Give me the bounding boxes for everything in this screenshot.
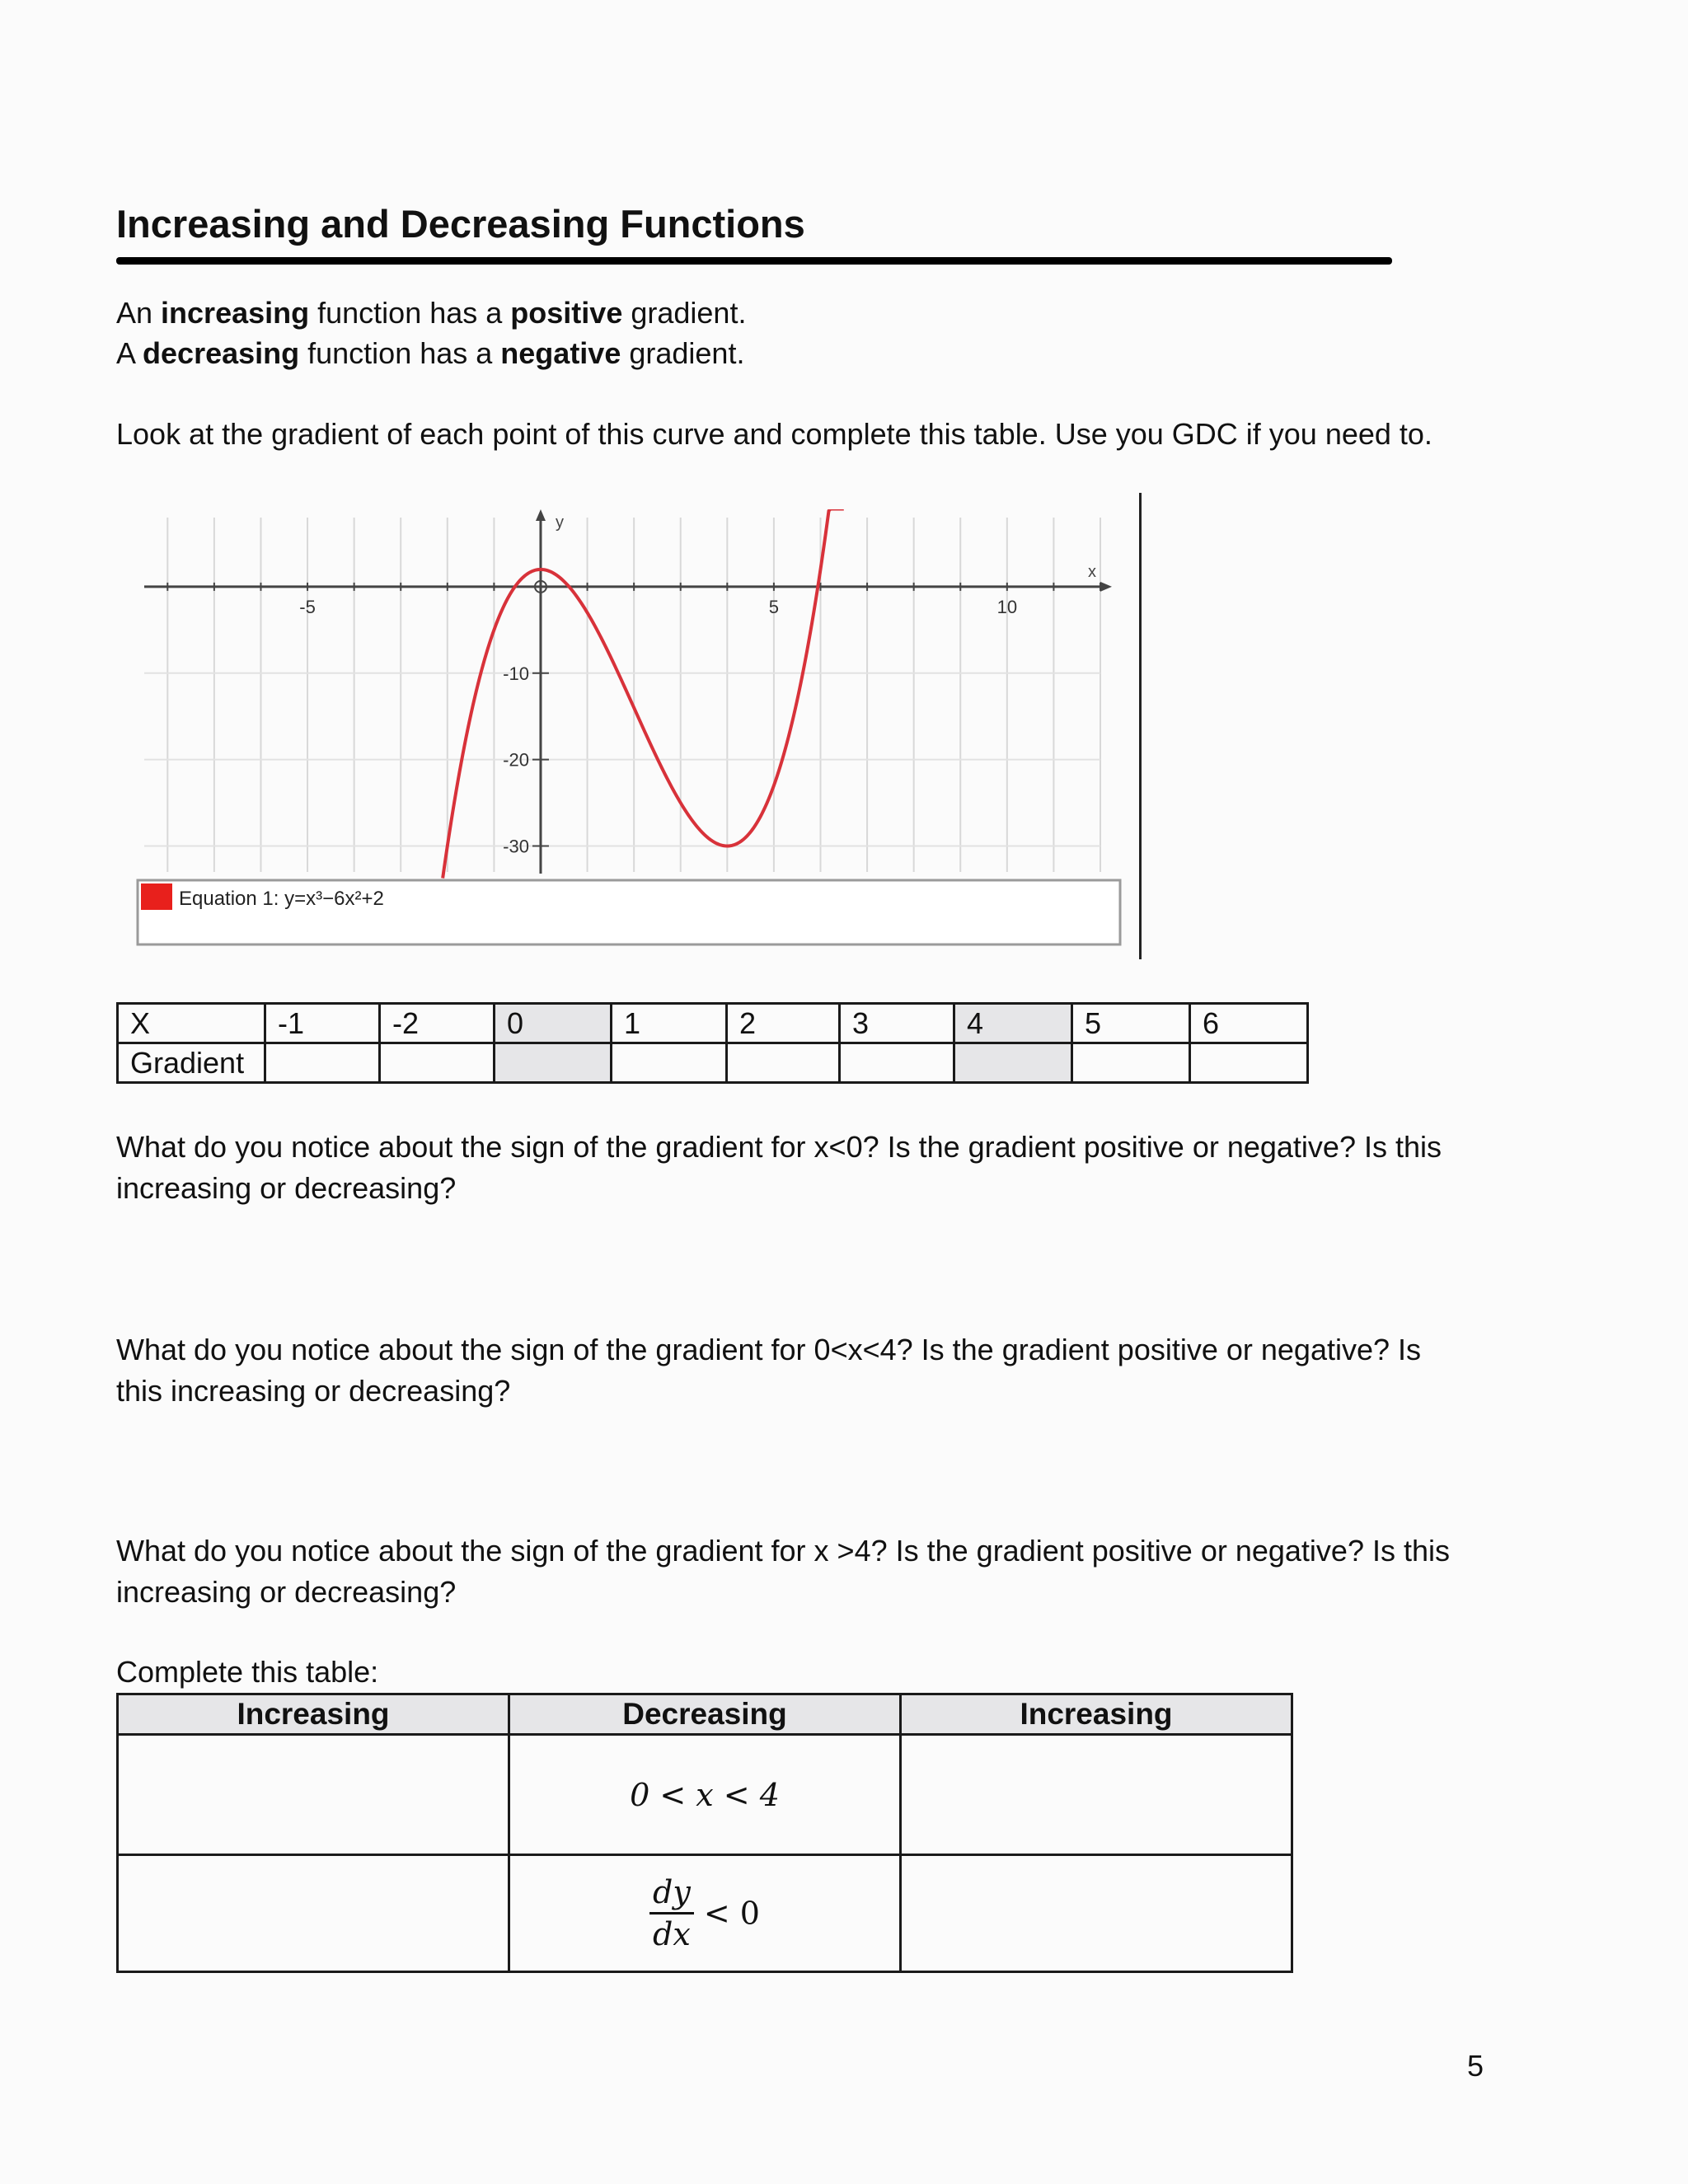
gradient-table xyxy=(116,1002,1309,1084)
title-underline xyxy=(116,257,1392,265)
intro-text: A xyxy=(116,336,143,370)
x-value-cell: 1 xyxy=(612,1004,727,1043)
question-x-greater: What do you notice about the sign of the gradient for x >4? Is the gradient positive or negative? Is this increasing or decreasing? xyxy=(116,1534,1450,1609)
gradient-answer-cell[interactable] xyxy=(612,1043,727,1083)
intro-term: increasing xyxy=(161,296,310,330)
legend xyxy=(138,880,1120,944)
legend-label: Equation 1: y=x³−6x²+2 xyxy=(179,888,384,910)
derivative-fraction xyxy=(649,1874,694,1952)
intro-text: gradient. xyxy=(622,296,747,330)
y-tick-label: -20 xyxy=(503,749,529,771)
page-number: 5 xyxy=(1467,2049,1484,2083)
intro-term: decreasing xyxy=(143,336,300,370)
interval-text: 0 < x < 4 xyxy=(630,1776,780,1813)
derivative-cell xyxy=(509,1855,901,1972)
header-increasing-left: Increasing xyxy=(118,1694,509,1735)
intro-text: gradient. xyxy=(621,336,745,370)
x-value-cell: 3 xyxy=(840,1004,954,1043)
header-decreasing: Decreasing xyxy=(509,1694,901,1735)
gradient-answer-cell[interactable] xyxy=(1072,1043,1190,1083)
question-x-between: What do you notice about the sign of the gradient for 0<x<4? Is the gradient positive or negative? Is this increasing or decreasing? xyxy=(116,1333,1422,1408)
question-x-negative: What do you notice about the sign of the gradient for x<0? Is the gradient positive or negative? Is this increasing or decreasing? xyxy=(116,1130,1442,1205)
x-value-cell: 4 xyxy=(954,1004,1072,1043)
y-axis-label: y xyxy=(555,513,564,532)
x-value-cell: -2 xyxy=(380,1004,495,1043)
fraction-numerator: dy xyxy=(649,1874,694,1915)
answer-cell[interactable] xyxy=(901,1855,1292,1972)
x-tick-label: -5 xyxy=(299,596,316,617)
gradient-answer-cell[interactable] xyxy=(840,1043,954,1083)
function-graph xyxy=(136,509,1125,946)
table-row xyxy=(118,1855,1292,1972)
y-axis-arrow xyxy=(536,509,546,521)
grid xyxy=(144,518,1100,872)
x-tick-label: 5 xyxy=(768,596,780,617)
gradient-answer-cell[interactable] xyxy=(495,1043,612,1083)
curve xyxy=(443,509,844,879)
x-value-cell: 6 xyxy=(1190,1004,1308,1043)
gradient-answer-cell[interactable] xyxy=(954,1043,1072,1083)
table-row xyxy=(118,1004,1308,1043)
derivative-relation: < 0 xyxy=(693,1895,760,1932)
x-value-cell: 2 xyxy=(727,1004,840,1043)
answer-cell[interactable] xyxy=(118,1855,509,1972)
instruction-text: Look at the gradient of each point of this curve and complete this table. Use you GDC if you need to. xyxy=(116,417,1432,451)
gradient-answer-cell[interactable] xyxy=(1190,1043,1308,1083)
x-axis-label: x xyxy=(1088,562,1096,581)
complete-table-label: Complete this table: xyxy=(116,1655,379,1689)
x-header-cell: X xyxy=(118,1004,265,1043)
interval-cell xyxy=(509,1735,901,1855)
x-tick-label: 10 xyxy=(996,596,1018,617)
x-axis-arrow xyxy=(1100,582,1112,592)
intro-line-decreasing xyxy=(116,333,744,374)
intro-text: function has a xyxy=(299,336,501,370)
page-title: Increasing and Decreasing Functions xyxy=(116,202,805,246)
table-row xyxy=(118,1735,1292,1855)
x-value-cell: 0 xyxy=(495,1004,612,1043)
intro-text: An xyxy=(116,296,162,330)
summary-table xyxy=(116,1693,1293,1973)
gradient-answer-cell[interactable] xyxy=(265,1043,380,1083)
gradient-answer-cell[interactable] xyxy=(727,1043,840,1083)
header-increasing-right: Increasing xyxy=(901,1694,1292,1735)
answer-cell[interactable] xyxy=(901,1735,1292,1855)
x-value-cell: -1 xyxy=(265,1004,380,1043)
intro-line-increasing xyxy=(116,293,746,334)
fraction-denominator: dx xyxy=(653,1916,691,1952)
x-value-cell: 5 xyxy=(1072,1004,1190,1043)
gradient-label-cell: Gradient xyxy=(118,1043,265,1083)
intro-term: negative xyxy=(500,336,621,370)
graph-divider xyxy=(1139,493,1142,959)
intro-term: positive xyxy=(510,296,623,330)
table-row xyxy=(118,1694,1292,1735)
intro-text: function has a xyxy=(309,296,511,330)
y-tick-label: -30 xyxy=(503,836,529,857)
table-row xyxy=(118,1043,1308,1083)
answer-cell[interactable] xyxy=(118,1735,509,1855)
y-tick-label: -10 xyxy=(503,663,529,684)
function-curve xyxy=(443,509,844,879)
legend-swatch xyxy=(141,883,172,910)
gradient-answer-cell[interactable] xyxy=(380,1043,495,1083)
